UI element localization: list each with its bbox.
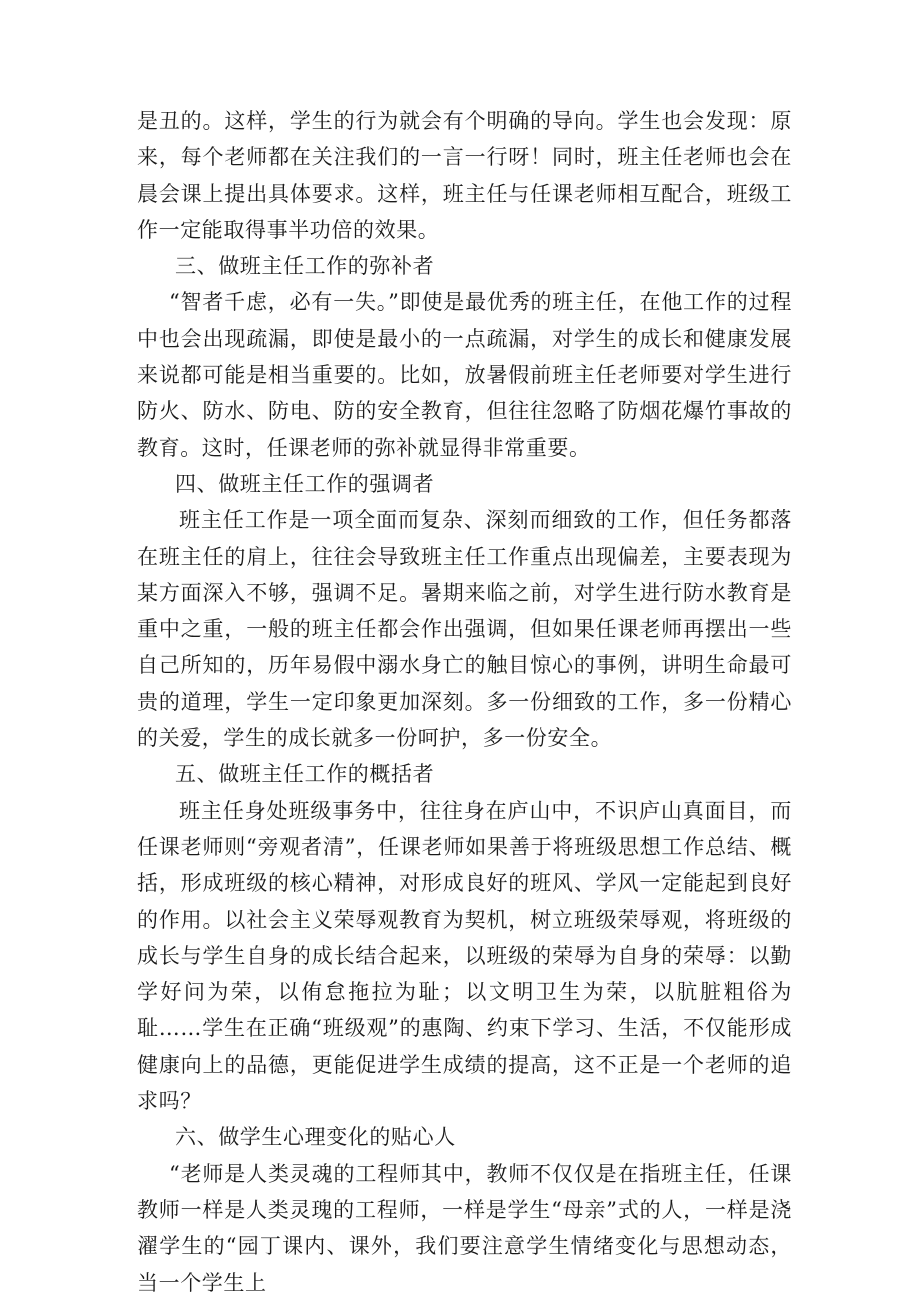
body-paragraph: 班主任身处班级事务中，往往身在庐山中，不识庐山真面目，而任课老师则“旁观者清”，任课老师如果善于将班级思想工作总结、概括，形成班级的核心精神，对形成良好的班风、学风一定能起到良好的作用。以社会主义荣辱观教育为契机，树立班级荣辱观，将班级的成长与学生自身的成长结合起来，以班级的荣辱为自身的荣辱：以勤学好问为荣，以侑怠拖拉为耻；以文明卫生为荣，以肮脏粗俗为耻……学生在正确“班级观”的惠陶、约束下学习、生活，不仅能形成健康向上的品德，更能促进学生成绩的提高，这不正是一个老师的追求吗？ [137, 798, 792, 1114]
body-paragraph: “老师是人类灵魂的工程师其中，教师不仅仅是在指班主任，任课教师一样是人类灵瑰的工程师，一样是学生“母亲”式的人，一样是浇濯学生的“园丁课内、课外，我们要注意学生情绪变化与思想动态，当一个学生上 [137, 1161, 792, 1295]
document-page [137, 103, 792, 1301]
body-paragraph: 班主任工作是一项全面而复杂、深刻而细致的工作，但任务都落在班主任的肩上，往往会导致班主任工作重点出现偏差，主要表现为某方面深入不够，强调不足。暑期来临之前，对学生进行防水教育是重中之重，一般的班主任都会作出强调，但如果任课老师再摆出一些自己所知的，历年易假中溺水身亡的触目惊心的事例，讲明生命最可贵的道理，学生一定印象更加深刻。多一份细致的工作，多一份精心的关爱，学生的成长就多一份呵护，多一份安全。 [137, 508, 792, 751]
section-heading: 六、做学生心理变化的贴心人 [175, 1125, 456, 1150]
section-heading: 三、做班主任工作的弥补者 [175, 254, 435, 279]
body-paragraph: 是丑的。这样，学生的行为就会有个明确的导向。学生也会发现：原来，每个老师都在关注我们的一言一行呀！同时，班主任老师也会在晨会课上提出具体要求。这样，班主任与任课老师相互配合，班级工作一定能取得事半功倍的效果。 [137, 109, 792, 242]
section-heading: 四、做班主任工作的强调者 [175, 471, 435, 496]
section-heading: 五、做班主任工作的概括者 [175, 762, 435, 787]
body-paragraph: “智者千虑，必有一失。”即使是最优秀的班主任，在他工作的过程中也会出现疏漏，即使是最小的一点疏漏，对学生的成长和健康发展来说都可能是相当重要的。比如，放暑假前班主任老师要对学生进行防火、防水、防电、防的安全教育，但往往忽略了防烟花爆竹事故的教育。这时，任课老师的弥补就显得非常重要。 [137, 290, 792, 460]
